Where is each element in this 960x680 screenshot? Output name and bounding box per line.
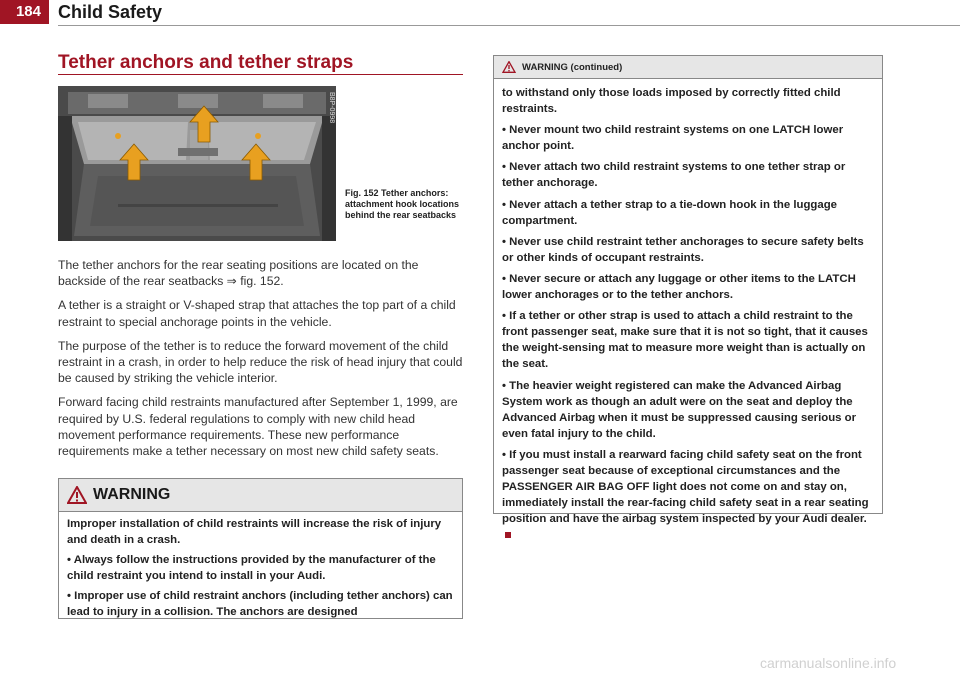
warning-line: to withstand only those loads imposed by correctly fitted child restraints. <box>502 87 841 116</box>
figure-caption: Fig. 152 Tether anchors: attachment hook locations behind the rear seatbacks <box>345 188 460 220</box>
warning-line-last <box>502 447 874 544</box>
warning-line: Improper installation of child restraints will increase the risk of injury and death in a crash. <box>67 518 442 546</box>
page-number-badge: 184 <box>0 0 49 24</box>
warning-body <box>59 512 462 620</box>
body-text <box>58 257 463 467</box>
warning-line: • Always follow the instructions provided by the manufacturer of the child restraint you intend to install in your Audi. <box>67 554 436 582</box>
body-paragraph: The purpose of the tether is to reduce the forward movement of the child restraint in a crash, in order to help reduce the risk of head injury that could be caused by striking the vehicle interior. <box>58 338 463 386</box>
body-paragraph: The tether anchors for the rear seating positions are located on the backside of the rear seatbacks ⇒ fig. 152. <box>58 258 419 289</box>
warning-line-text: • If you must install a rearward facing child safety seat on the front passenger seat because of exceptional circumstances and the PASSENGER AIR BAG OFF light does not come on and stay on, immediately install the rear-facing child safety seat in a rear seating position and have the airbag system inspected by your Audi dealer. <box>502 448 869 526</box>
chapter-title: Child Safety <box>58 2 163 22</box>
header-divider <box>58 25 960 26</box>
section-title: Tether anchors and tether straps <box>58 52 354 73</box>
warning-title: WARNING <box>93 486 171 503</box>
warning-line: • Improper use of child restraint anchors (including tether anchors) can lead to injury in a collision. The anchors are designed <box>67 590 453 618</box>
warning-line: • Never mount two child restraint systems on one LATCH lower anchor point. <box>502 124 844 153</box>
warning-line: • Never attach a tether strap to a tie-down hook in the luggage compartment. <box>502 198 838 227</box>
warning-line: • Never secure or attach any luggage or other items to the LATCH lower anchorages or to the tether anchors. <box>502 272 856 302</box>
warning-header <box>59 479 462 512</box>
luggage-compartment-illustration <box>58 86 336 241</box>
warning-continued-body <box>494 79 882 543</box>
warning-continued-header <box>494 56 882 79</box>
watermark: carmanualsonline.info <box>760 655 897 671</box>
body-paragraph: Forward facing child restraints manufactured after September 1, 1999, are required by U.S. federal regulations to comply with new child head movement performance requirements. These new performance requirements make a tether necessary on most new child safety seats. <box>58 395 458 459</box>
figure-luggage-compartment <box>58 86 336 241</box>
warning-triangle-icon <box>67 486 87 504</box>
warning-line: • Never use child restraint tether anchorages to secure safety belts or other kinds of occupant restraints. <box>502 235 864 264</box>
warning-line: • If a tether or other strap is used to attach a child restraint to the front passenger seat, make sure that it is not so tight, that it causes the weight-sensing mat to measure more weight than is actually on the seat. <box>502 310 868 371</box>
figure-code: B8P-0998 <box>328 92 335 124</box>
warning-triangle-icon <box>502 61 516 73</box>
body-paragraph: A tether is a straight or V-shaped strap that attaches the top part of a child restraint to special anchorage points in the vehicle. <box>58 298 456 329</box>
end-mark-icon <box>505 532 511 538</box>
warning-line: • Never attach two child restraint systems to one tether strap or tether anchorage. <box>502 161 846 190</box>
warning-line: • The heavier weight registered can make the Advanced Airbag System work as though an adult were on the seat and deploy the Advanced Airbag when it must be suppressed causing serious or even fatal injury to the child. <box>502 379 857 440</box>
section-divider <box>58 74 463 75</box>
warning-box <box>58 478 463 619</box>
warning-continued-box <box>493 55 883 526</box>
warning-continued-title: WARNING (continued) <box>522 61 623 73</box>
